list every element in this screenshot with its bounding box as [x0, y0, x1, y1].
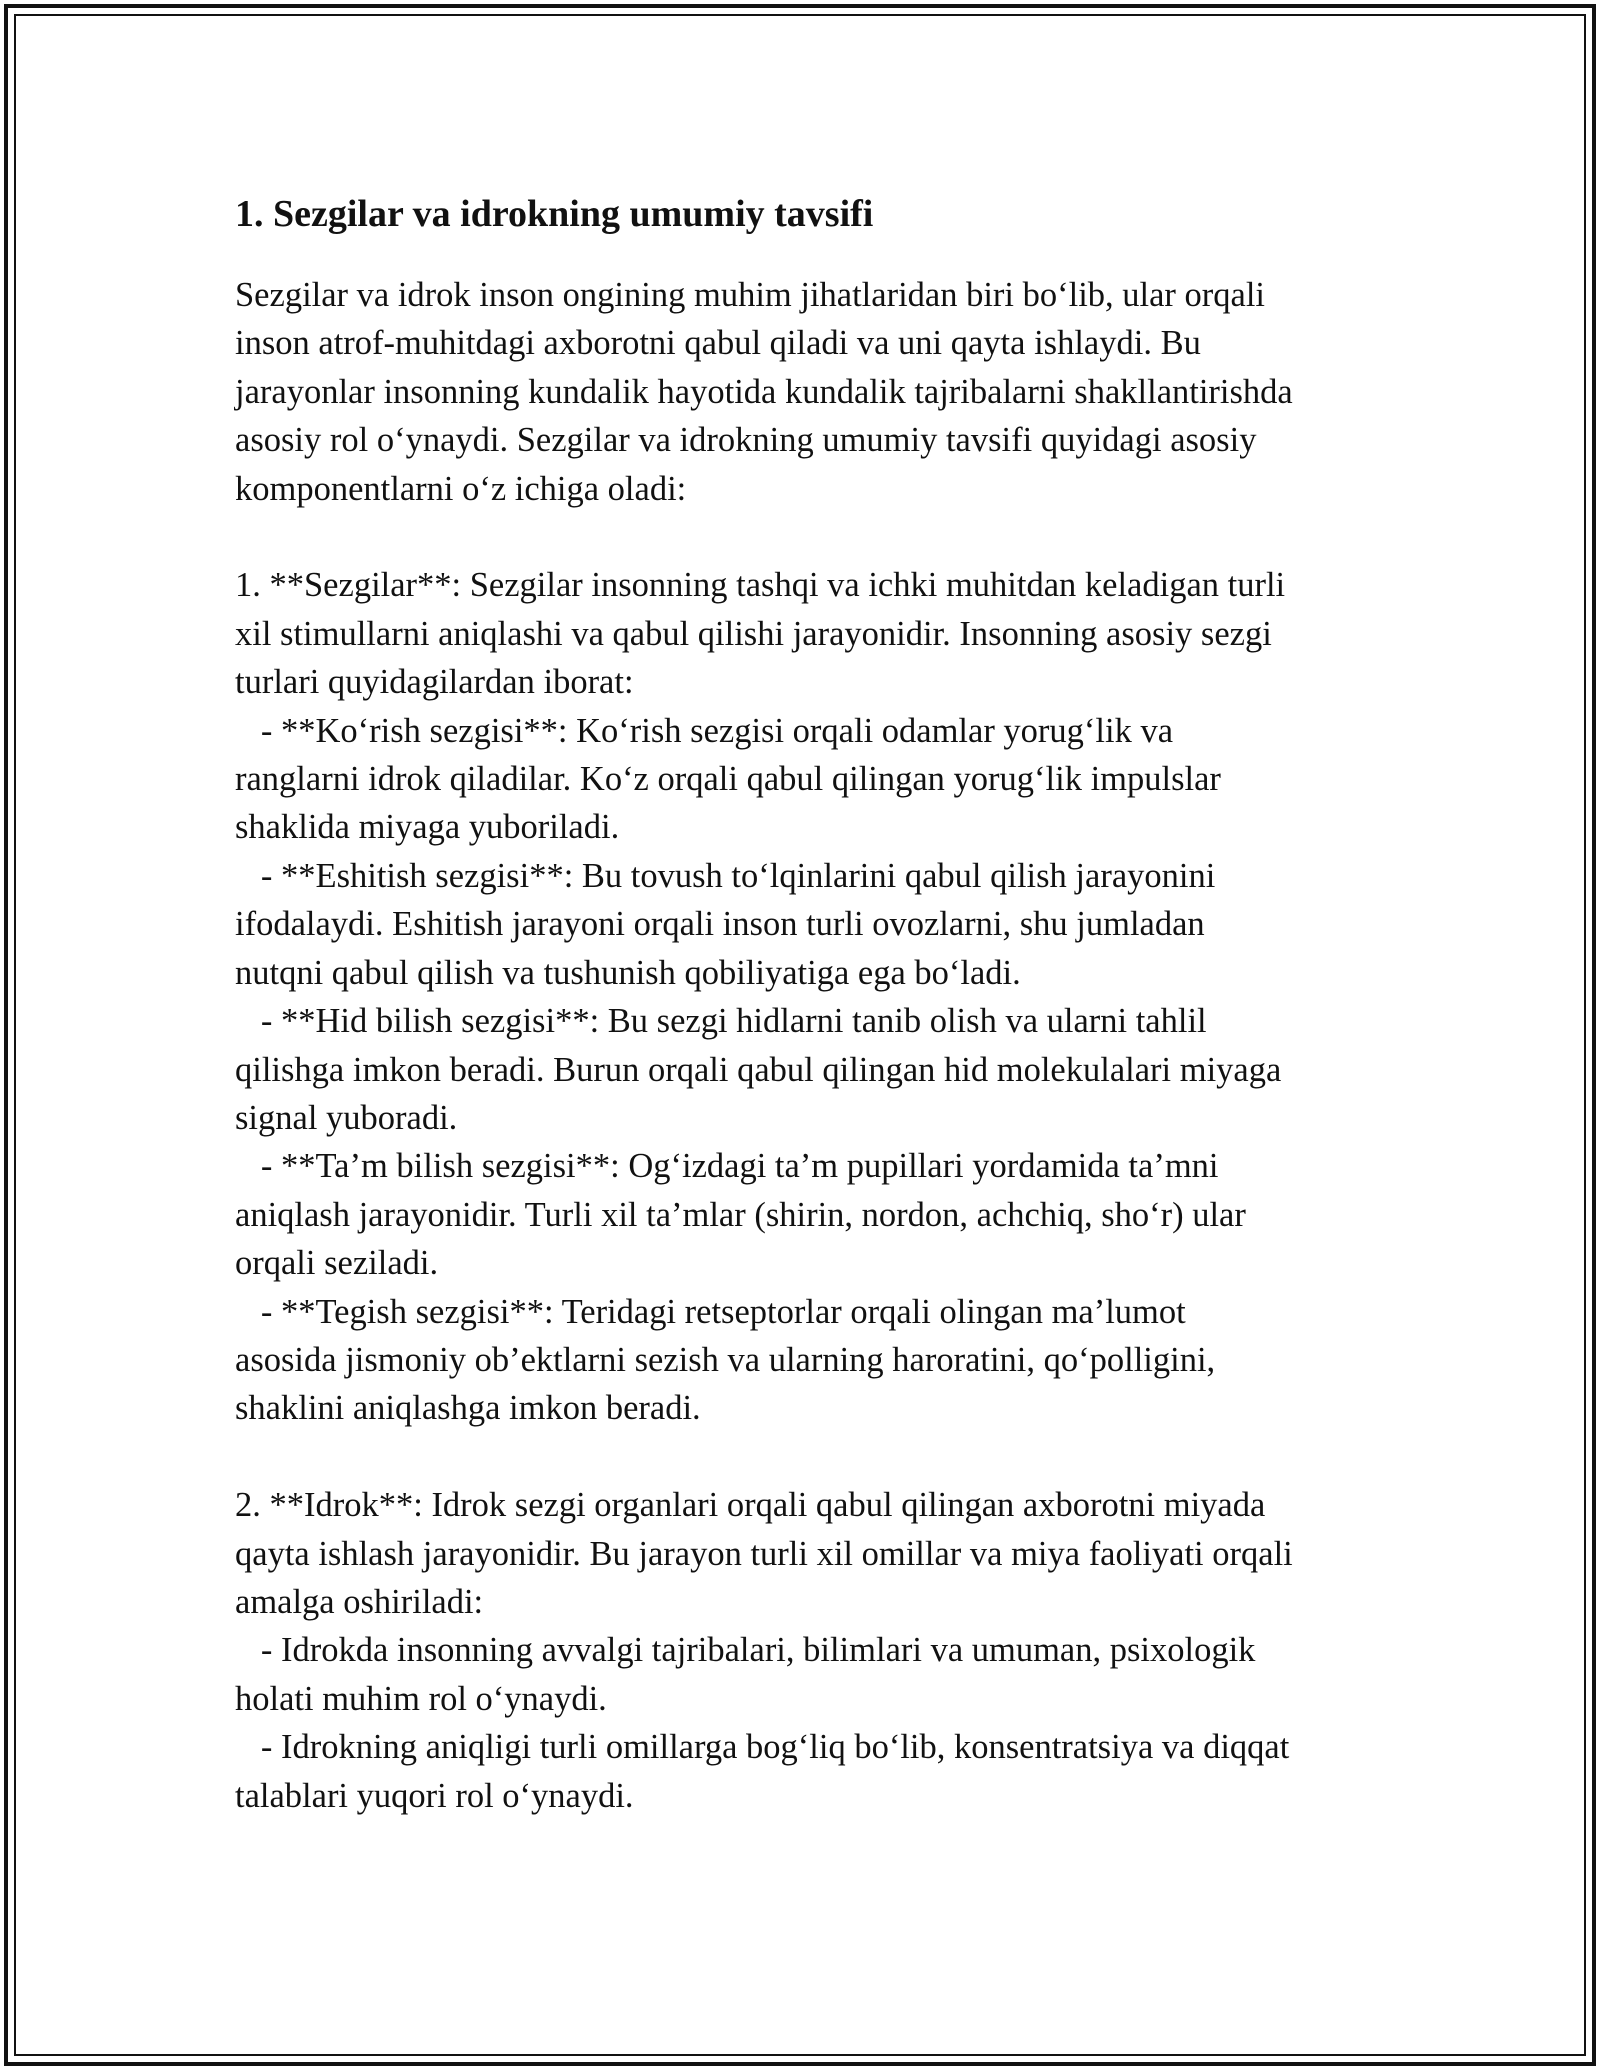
text-line: jarayonlar insonning kundalik hayotida kundalik tajribalarni shakllantirishda: [235, 372, 1293, 411]
text-line: komponentlarni o‘z ichiga oladi:: [235, 469, 687, 508]
text-line: nutqni qabul qilish va tushunish qobiliyatiga ega bo‘ladi.: [235, 953, 1021, 992]
text-line: - Idrokda insonning avvalgi tajribalari, bilimlari va umuman, psixologik: [235, 1631, 1256, 1670]
text-line: signal yuboradi.: [235, 1098, 458, 1137]
text-line: turlari quyidagilardan iborat:: [235, 663, 634, 702]
text-line: asosiy rol o‘ynaydi. Sezgilar va idrokning umumiy tavsifi quyidagi asosiy: [235, 421, 1257, 460]
text-line: - Idrokning aniqligi turli omillarga bog‘liq bo‘lib, konsentratsiya va diqqat: [235, 1728, 1290, 1767]
text-line: - **Ta’m bilish sezgisi**: Og‘izdagi ta’m pupillari yordamida ta’mni: [235, 1147, 1219, 1186]
text-line: shaklini aniqlashga imkon beradi.: [235, 1389, 701, 1428]
text-line: qilishga imkon beradi. Burun orqali qabul qilingan hid molekulalari miyaga: [235, 1050, 1282, 1089]
text-line: holati muhim rol o‘ynaydi.: [235, 1679, 607, 1718]
text-line: Sezgilar va idrok inson ongining muhim jihatlaridan biri bo‘lib, ular orqali: [235, 276, 1266, 314]
text-line: talablari yuqori rol o‘ynaydi.: [235, 1776, 634, 1815]
document-body: [235, 188, 1375, 1820]
text-line: orqali seziladi.: [235, 1244, 439, 1283]
text-line: aniqlash jarayonidir. Turli xil ta’mlar (shirin, nordon, achchiq, sho‘r) ular: [235, 1195, 1246, 1234]
text-line: amalga oshiriladi:: [235, 1582, 484, 1621]
text-line: - **Tegish sezgisi**: Teridagi retseptorlar orqali olingan ma’lumot: [235, 1292, 1186, 1331]
text-line: 1. **Sezgilar**: Sezgilar insonning tashqi va ichki muhitdan keladigan turli: [235, 566, 1286, 605]
text-line: asosida jismoniy ob’ektlarni sezish va ularning haroratini, qo‘polligini,: [235, 1340, 1216, 1379]
text-line: inson atrof-muhitdagi axborotni qabul qiladi va uni qayta ishlaydi. Bu: [235, 324, 1201, 363]
text-line: ifodalaydi. Eshitish jarayoni orqali inson turli ovozlarni, shu jumladan: [235, 905, 1205, 944]
text-line: qayta ishlash jarayonidir. Bu jarayon turli xil omillar va miya faoliyati orqali: [235, 1534, 1293, 1573]
text-line: ranglarni idrok qiladilar. Ko‘z orqali qabul qilingan yorug‘lik impulslar: [235, 760, 1221, 799]
text-line: shaklida miyaga yuboriladi.: [235, 808, 620, 847]
section-heading: 1. Sezgilar va idrokning umumiy tavsifi: [235, 193, 874, 235]
text-line: xil stimullarni aniqlashi va qabul qilishi jarayonidir. Insonning asosiy sezgi: [235, 614, 1272, 653]
text-line: - **Hid bilish sezgisi**: Bu sezgi hidlarni tanib olish va ularni tahlil: [235, 1002, 1207, 1041]
section-text: [235, 271, 1375, 1820]
text-line: - **Eshitish sezgisi**: Bu tovush to‘lqinlarini qabul qilish jarayonini: [235, 856, 1216, 895]
text-line: 2. **Idrok**: Idrok sezgi organlari orqali qabul qilingan axborotni miyada: [235, 1486, 1266, 1525]
text-line: - **Ko‘rish sezgisi**: Ko‘rish sezgisi orqali odamlar yorug‘lik va: [235, 711, 1174, 750]
